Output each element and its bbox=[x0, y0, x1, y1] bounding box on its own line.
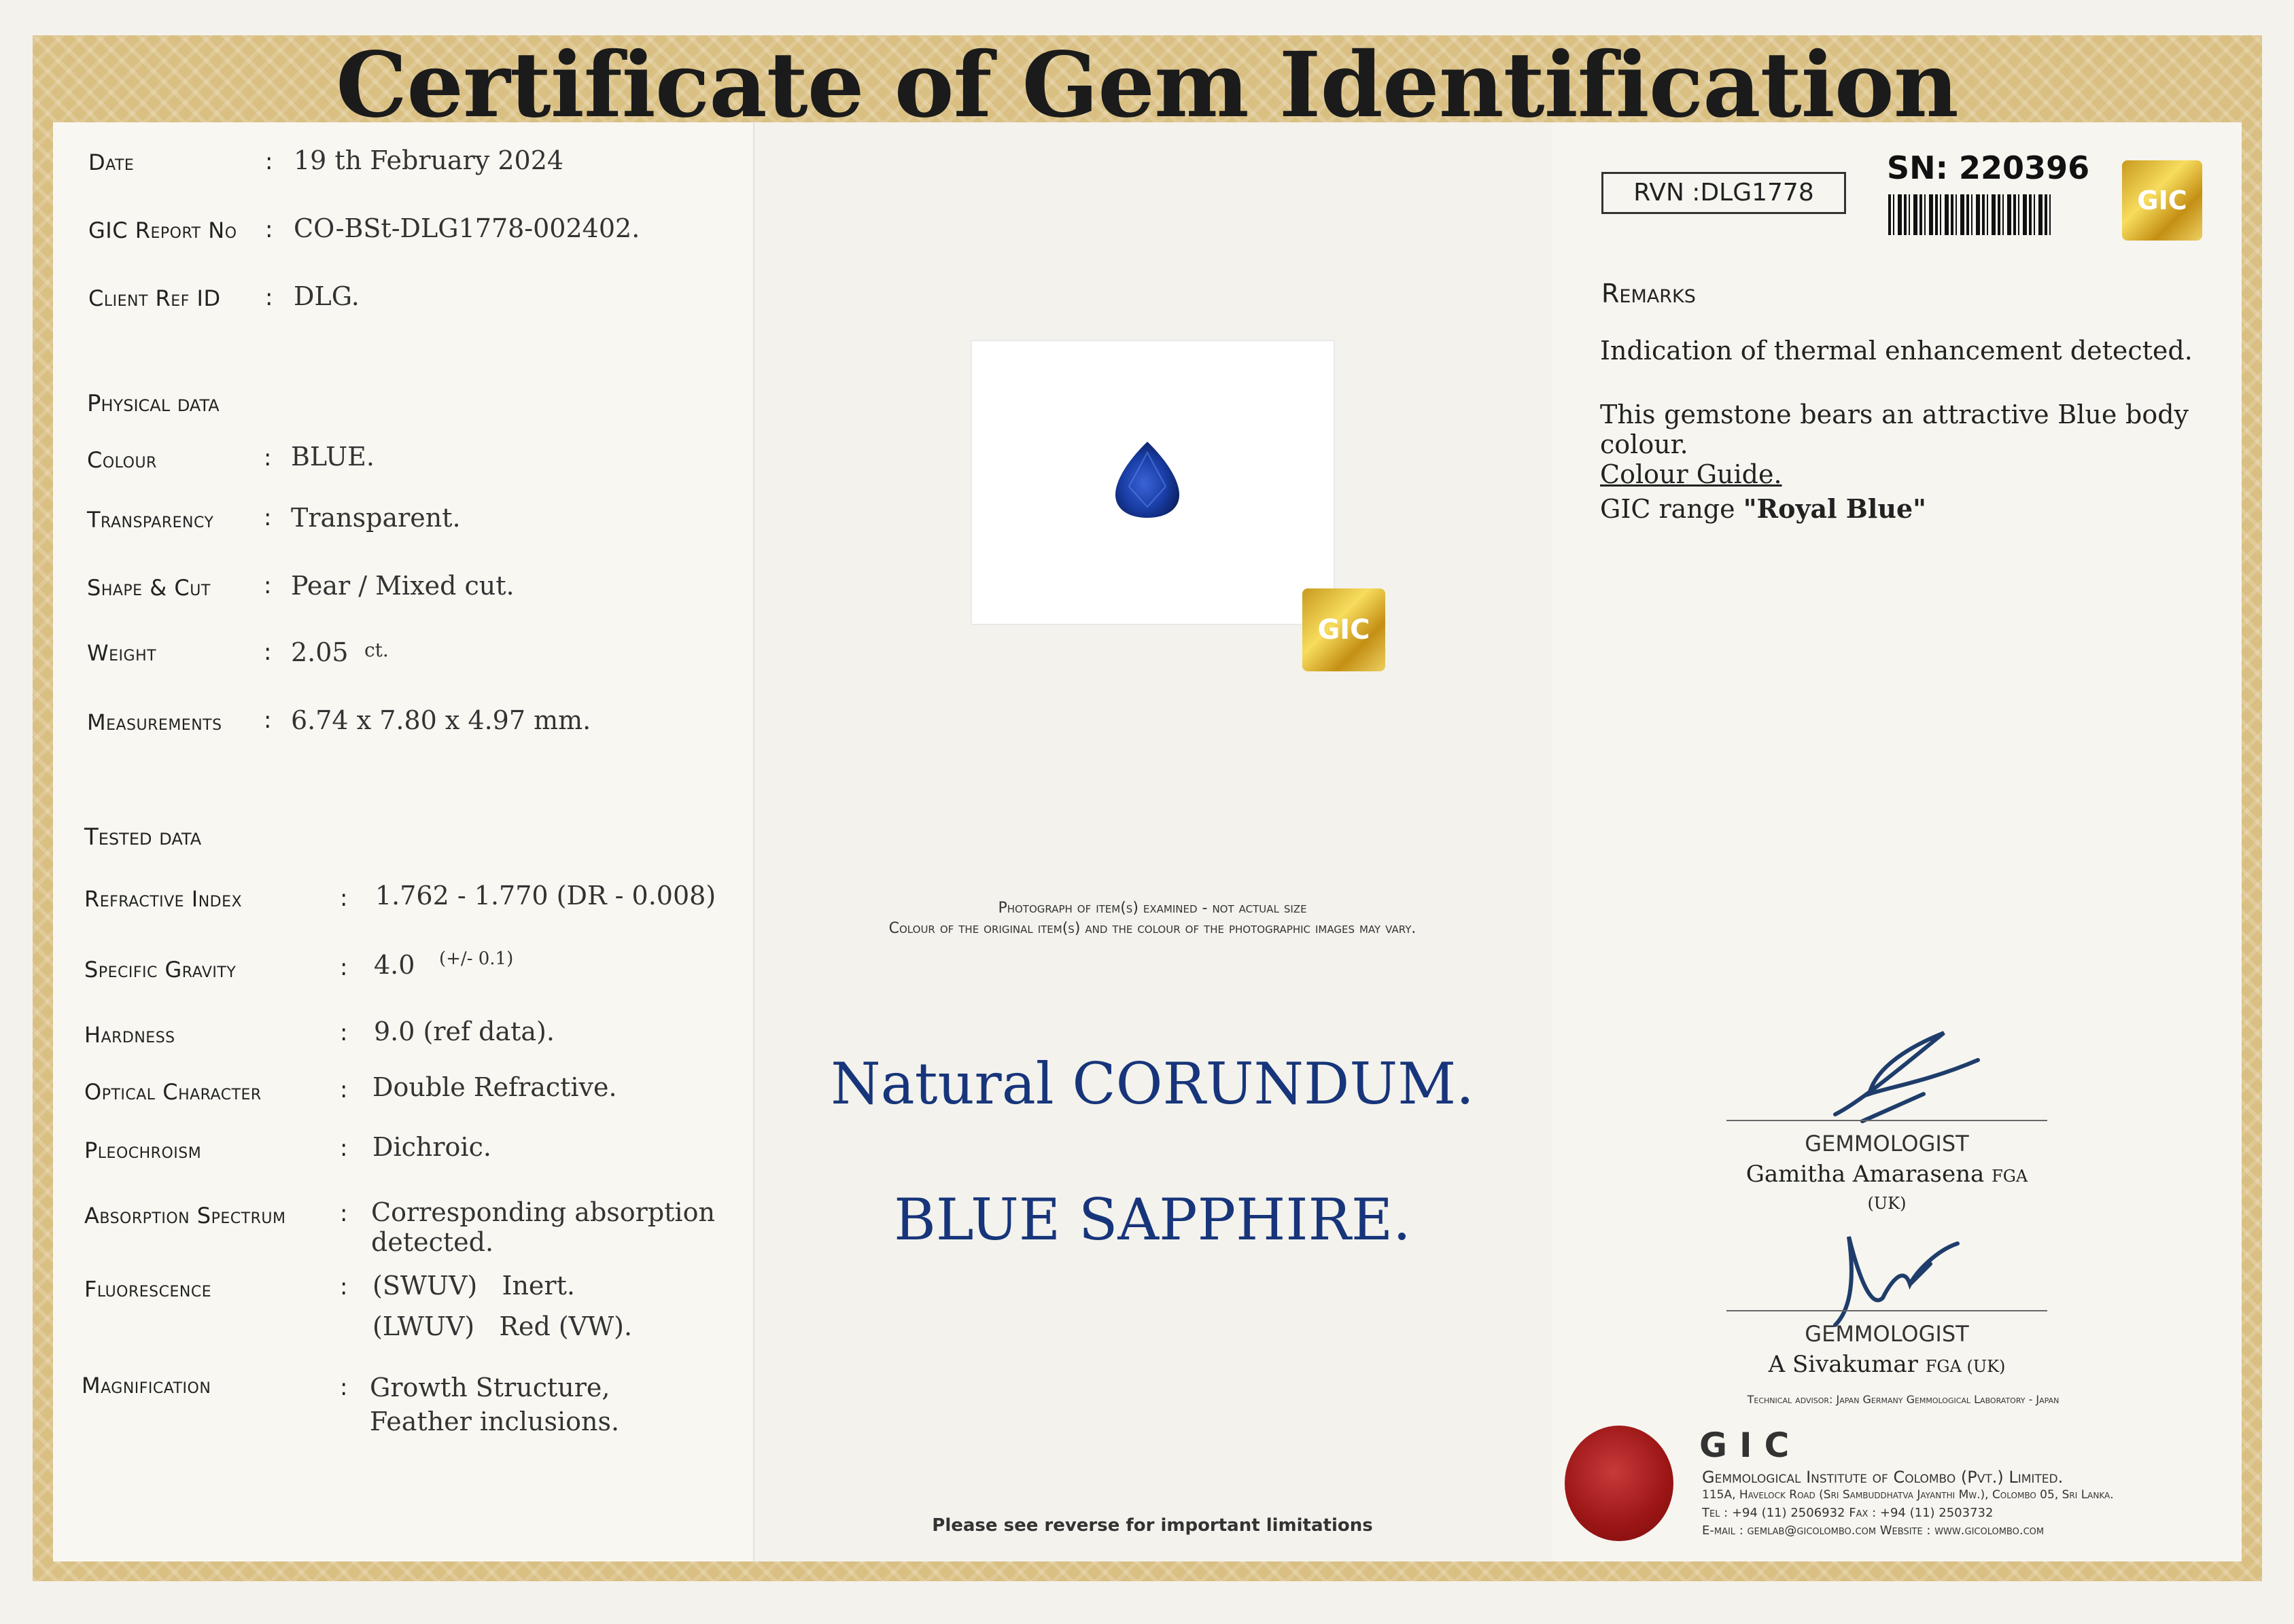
magnification-label: Magnification bbox=[82, 1373, 211, 1398]
certificate-title: Certificate of Gem Identification bbox=[336, 33, 1958, 138]
pleochroism-value: Dichroic. bbox=[372, 1132, 491, 1162]
gemmologist-2-credential: FGA (UK) bbox=[1925, 1357, 2006, 1376]
hologram-sticker-middle: GIC bbox=[1302, 588, 1385, 671]
institute-contact: E-mail : gemlab@gicolombo.com Website : www.gicolombo.com bbox=[1702, 1523, 2045, 1538]
optical-character-value: Double Refractive. bbox=[372, 1072, 617, 1102]
gemmologist-2-role: GEMMOLOGIST bbox=[1805, 1321, 1969, 1347]
colon: : bbox=[340, 1135, 348, 1162]
physical-data-heading: Physical data bbox=[87, 390, 220, 417]
photo-note-2: Colour of the original item(s) and the colour of the photographic images may vary. bbox=[888, 920, 1417, 937]
signature-line-2 bbox=[1726, 1310, 2047, 1311]
transparency-label: Transparency bbox=[87, 507, 214, 533]
serial-number: SN: 220396 bbox=[1887, 149, 2090, 186]
variety-text: BLUE SAPPHIRE. bbox=[894, 1186, 1411, 1253]
gemmologist-2-name-text: A Sivakumar bbox=[1768, 1351, 1918, 1378]
remark-body-colour: This gemstone bears an attractive Blue body colour. bbox=[1600, 400, 2189, 459]
client-ref-value: DLG. bbox=[294, 281, 360, 311]
colon: : bbox=[264, 572, 272, 599]
remark-thermal: Indication of thermal enhancement detected. bbox=[1600, 336, 2193, 366]
hologram-sticker-right: GIC bbox=[2122, 160, 2202, 241]
fluorescence-lwuv: (LWUV) Red (VW). bbox=[372, 1311, 633, 1341]
gic-range bbox=[1600, 493, 1926, 524]
signature-line-1 bbox=[1726, 1120, 2047, 1121]
colon: : bbox=[340, 954, 348, 981]
rvn-box: RVN :DLG1778 bbox=[1601, 172, 1846, 214]
date-value: 19 th February 2024 bbox=[294, 145, 564, 175]
pleochroism-label: Pleochroism bbox=[84, 1137, 202, 1163]
colon: : bbox=[340, 885, 348, 912]
date-label: Date bbox=[88, 149, 135, 175]
colon: : bbox=[264, 639, 272, 666]
colon: : bbox=[340, 1019, 348, 1046]
colon: : bbox=[265, 216, 273, 243]
colour-value: BLUE. bbox=[291, 442, 375, 472]
optical-character-label: Optical Character bbox=[84, 1079, 262, 1105]
magnification-value: Growth Structure, bbox=[370, 1373, 610, 1402]
weight-unit: ct. bbox=[364, 639, 389, 661]
shape-cut-label: Shape & Cut bbox=[87, 575, 211, 601]
measurements-label: Measurements bbox=[87, 709, 222, 735]
limitations-note: Please see reverse for important limitations bbox=[932, 1515, 1373, 1536]
measurements-value: 6.74 x 7.80 x 4.97 mm. bbox=[291, 705, 591, 735]
magnification-value-2: Feather inclusions. bbox=[370, 1407, 620, 1436]
remarks-heading: Remarks bbox=[1601, 279, 1696, 308]
gemmologist-2-name bbox=[1726, 1351, 2047, 1378]
colour-label: Colour bbox=[87, 447, 157, 473]
weight-label: Weight bbox=[87, 640, 157, 666]
colon: : bbox=[340, 1273, 348, 1301]
gemmologist-1-role: GEMMOLOGIST bbox=[1805, 1131, 1969, 1157]
colon: : bbox=[265, 148, 273, 175]
gem-image bbox=[1111, 439, 1183, 520]
technical-advisor: Technical advisor: Japan Germany Gemmological Laboratory - Japan bbox=[1747, 1393, 2060, 1406]
colon: : bbox=[264, 707, 272, 734]
colon: : bbox=[340, 1076, 348, 1104]
absorption-spectrum-value: Corresponding absorption bbox=[371, 1197, 715, 1227]
fluorescence-label: Fluorescence bbox=[84, 1276, 212, 1302]
fluorescence-swuv: (SWUV) Inert. bbox=[372, 1271, 575, 1301]
signature-1 bbox=[1808, 1019, 1985, 1142]
wax-seal bbox=[1565, 1426, 1673, 1541]
gemmologist-1-name-text: Gamitha Amarasena bbox=[1745, 1161, 1985, 1188]
refractive-index-value: 1.762 - 1.770 (DR - 0.008) bbox=[375, 881, 716, 911]
middle-panel bbox=[753, 122, 1554, 1561]
absorption-spectrum-label: Absorption Spectrum bbox=[84, 1203, 286, 1229]
institute-name: Gemmological Institute of Colombo (Pvt.) Limited. bbox=[1702, 1468, 2064, 1487]
identification-text: Natural CORUNDUM. bbox=[831, 1051, 1474, 1117]
hardness-value: 9.0 (ref data). bbox=[374, 1017, 555, 1046]
tested-data-heading: Tested data bbox=[84, 824, 202, 851]
barcode bbox=[1888, 194, 2051, 235]
weight-value: 2.05 bbox=[291, 637, 349, 667]
report-no-label: GIC Report No bbox=[88, 217, 237, 243]
client-ref-label: Client Ref ID bbox=[88, 285, 221, 311]
gemmologist-1-name bbox=[1726, 1161, 2047, 1215]
refractive-index-label: Refractive Index bbox=[84, 886, 243, 912]
gic-logo: GIC bbox=[1699, 1426, 1802, 1465]
colon: : bbox=[340, 1200, 348, 1227]
colon: : bbox=[340, 1374, 348, 1401]
gemmologist-1-credential: FGA (UK) bbox=[1867, 1167, 2028, 1213]
specific-gravity-value: 4.0 bbox=[374, 950, 415, 980]
colon: : bbox=[264, 504, 272, 531]
transparency-value: Transparent. bbox=[291, 503, 461, 533]
specific-gravity-tolerance: (+/- 0.1) bbox=[439, 949, 514, 969]
specific-gravity-label: Specific Gravity bbox=[84, 957, 237, 983]
gic-range-prefix: GIC range bbox=[1600, 494, 1743, 524]
colon: : bbox=[265, 284, 273, 311]
absorption-spectrum-value-2: detected. bbox=[371, 1227, 494, 1257]
colon: : bbox=[264, 444, 272, 472]
photo-note-1: Photograph of item(s) examined - not actual size bbox=[998, 900, 1307, 917]
report-no-value: CO-BSt-DLG1778-002402. bbox=[294, 213, 640, 243]
institute-phone: Tel : +94 (11) 2506932 Fax : +94 (11) 2503732 bbox=[1702, 1506, 1994, 1520]
colour-guide-label: Colour Guide. bbox=[1600, 459, 1782, 489]
institute-address: 115A, Havelock Road (Sri Sambuddhatva Jayanthi Mw.), Colombo 05, Sri Lanka. bbox=[1702, 1488, 2114, 1502]
gic-range-value: "Royal Blue" bbox=[1743, 493, 1926, 524]
shape-cut-value: Pear / Mixed cut. bbox=[291, 571, 515, 601]
hardness-label: Hardness bbox=[84, 1022, 175, 1048]
